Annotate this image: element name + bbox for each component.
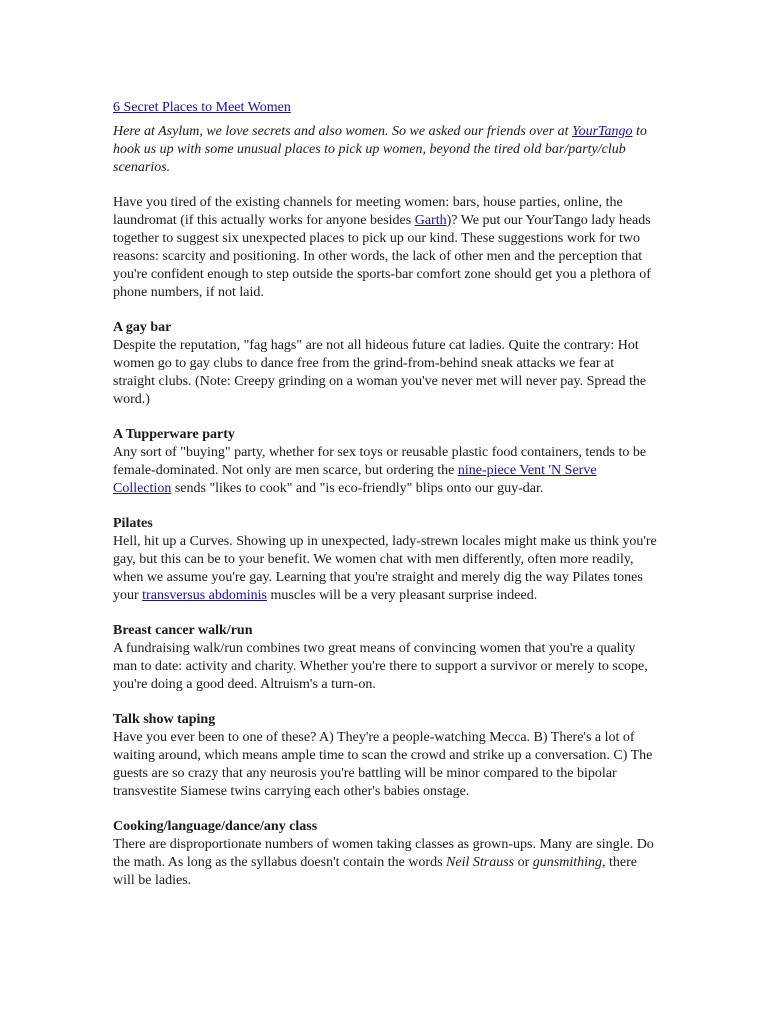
neil-strauss-text: Neil Strauss [446, 855, 515, 870]
section-text-1: There are disproportionate numbers of women taking classes as grown-ups. Many are single. Do the math. As long as the syllabus doesn't contain the words [113, 837, 654, 870]
section-heading: Talk show taping [113, 712, 216, 727]
section-heading: A gay bar [113, 320, 172, 335]
vent-n-serve-link[interactable]: nine-piece Vent 'N Serve Collection [113, 463, 597, 496]
section-tupperware-party [113, 426, 658, 498]
article-title-link[interactable]: 6 Secret Places to Meet Women [113, 100, 291, 115]
section-heading: Pilates [113, 516, 153, 531]
section-text: A fundraising walk/run combines two great means of convincing women that you're a quality man to date: activity and charity. Whether you're there to support a survivor or merely to scope, you're doing a good deed. Altruism's a turn-on. [113, 641, 648, 692]
section-gay-bar [113, 319, 658, 409]
lead-text-1: Have you tired of the existing channels for meeting women: bars, house parties, online, the laundromat (if this actually works for anyone besides [113, 195, 623, 228]
section-text-2: sends "likes to cook" and "is eco-friendly" blips onto our guy-dar. [171, 481, 544, 496]
section-any-class [113, 818, 658, 890]
section-text-1: Any sort of "buying" party, whether for sex toys or reusable plastic food containers, tends to be female-dominated. Not only are men scarce, but ordering the [113, 445, 647, 478]
section-text-1: Hell, hit up a Curves. Showing up in unexpected, lady-strewn locales might make us think you're gay, but this can be to your benefit. We women chat with men differently, often more readily, when we assume you're gay. Learning that you're straight and merely dig the way Pilates tones your [113, 534, 657, 603]
intro-text-2: to hook us up with some unusual places to pick up women, beyond the tired old bar/party/club scenarios. [113, 124, 647, 175]
lead-text-2: )? We put our YourTango lady heads together to suggest six unexpected places to pick up our kind. These suggestions work for two reasons: scarcity and positioning. In other words, the lack of other men and the perception that you're confident enough to step outside the sports-bar comfort zone should get you a plethora of phone numbers, if not laid. [113, 213, 651, 300]
article-lead [113, 194, 658, 302]
article-intro [113, 123, 658, 177]
intro-text-1: Here at Asylum, we love secrets and also women. So we asked our friends over at [113, 124, 573, 139]
section-talk-show-taping [113, 711, 658, 801]
section-heading: A Tupperware party [113, 427, 235, 442]
section-breast-cancer-walk [113, 622, 658, 694]
section-text-2: or [514, 855, 533, 870]
section-heading: Cooking/language/dance/any class [113, 819, 318, 834]
yourtango-link[interactable]: YourTango [572, 124, 633, 139]
article [113, 99, 658, 907]
section-text-3: there will be ladies. [113, 855, 638, 888]
garth-link[interactable]: Garth [414, 213, 447, 228]
section-heading: Breast cancer walk/run [113, 623, 253, 638]
section-text: Despite the reputation, "fag hags" are not all hideous future cat ladies. Quite the contrary: Hot women go to gay clubs to dance free from the grind-from-behind sneak attacks we fear at straight clubs. (Note: Creepy grinding on a woman you've never met will never pay. Spread the word.) [113, 338, 647, 407]
gunsmithing-text: gunsmithing, [532, 855, 606, 870]
section-text: Have you ever been to one of these? A) They're a people-watching Mecca. B) There's a lot of waiting around, which means ample time to scan the crowd and strike up a conversation. C) The guests are so crazy that any neurosis you're battling will be minor compared to the bipolar transvestite Siamese twins carrying each other's babies onstage. [113, 730, 653, 799]
transversus-abdominis-link[interactable]: transversus abdominis [142, 588, 267, 603]
section-pilates [113, 515, 658, 605]
section-text-2: muscles will be a very pleasant surprise indeed. [267, 588, 538, 603]
